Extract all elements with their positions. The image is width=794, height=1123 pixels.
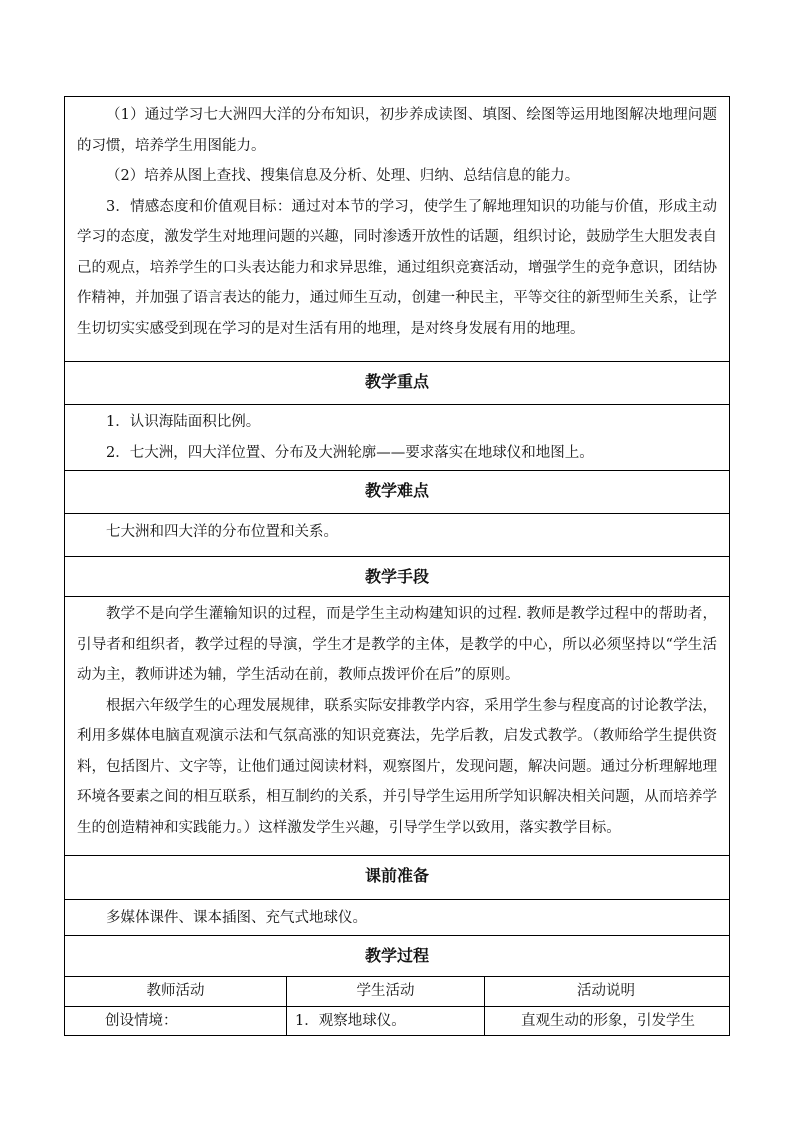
objective-paragraph-3: 3．情感态度和价值观目标：通过对本节的学习，使学生了解地理知识的功能与价值，形成主动学习的态度，激发学生对地理问题的兴趣，同时渗透开放性的话题，组织讨论，鼓励学生大胆发表自己的观点，培养学生的口头表达能力和求异思维，通过组织竞赛活动，增强学生的竞争意识，团结协作精神，并加强了语言表达的能力，通过师生互动，创建一种民主，平等交往的新型师生关系，让学生切切实实感受到现在学习的是对生活有用的地理，是对终身发展有用的地理。 [77, 198, 717, 337]
header-student-activity: 学生活动 [287, 977, 485, 1006]
key-point-1: 1．认识海陆面积比例。 [106, 414, 261, 430]
objectives-section [65, 96, 729, 362]
objective-paragraph-1: （1）通过学习七大洲四大洋的分布知识，初步养成读图、填图、绘图等运用地图解决地理问题的习惯，培养学生用图能力。 [77, 107, 717, 154]
process-heading: 教学过程 [65, 936, 729, 977]
key-points-section [65, 405, 729, 471]
preparation-text: 多媒体课件、课本插图、充气式地球仪。 [106, 910, 367, 926]
lesson-plan-table [64, 96, 730, 1036]
teacher-activity-cell: 创设情境： [65, 1007, 287, 1035]
methods-paragraph-2: 根据六年级学生的心理发展规律，联系实际安排教学内容，采用学生参与程度高的讨论教学法，利用多媒体电脑直观演示法和气氛高涨的知识竞赛法，先学后教，启发式教学。（教师给学生提供资料，包括图片、文字等，让他们通过阅读材料，观察图片，发现问题，解决问题。通过分析理解地理环境各要素之间的相互联系，相互制约的关系，并引导学生运用所学知识解决相关问题，从而培养学生的创造精神和实践能力。）这样激发学生兴趣，引导学生学以致用，落实教学目标。 [77, 697, 717, 836]
process-table-header [65, 977, 729, 1007]
difficulty-text: 七大洲和四大洋的分布位置和关系。 [106, 524, 338, 540]
process-table-row [65, 1007, 729, 1035]
student-activity-cell: 1．观察地球仪。 [287, 1007, 485, 1035]
methods-section [65, 597, 729, 856]
header-teacher-activity: 教师活动 [65, 977, 287, 1006]
methods-heading: 教学手段 [65, 557, 729, 597]
methods-paragraph-1: 教学不是向学生灌输知识的过程，而是学生主动构建知识的过程. 教师是教学过程中的帮助者，引导者和组织者，教学过程的导演，学生才是教学的主体，是教学的中心，所以必须坚持以“学生活动为主，教师讲述为辅，学生活动在前，教师点拨评价在后”的原则。 [77, 606, 717, 683]
difficulties-heading: 教学难点 [65, 471, 729, 514]
preparation-heading: 课前准备 [65, 856, 729, 900]
activity-notes-cell: 直观生动的形象，引发学生 [521, 1013, 695, 1029]
preparation-section [65, 900, 729, 936]
header-activity-notes: 活动说明 [577, 983, 635, 999]
key-point-2: 2．七大洲，四大洋位置、分布及大洲轮廓——要求落实在地球仪和地图上。 [106, 444, 594, 461]
difficulties-section [65, 514, 729, 557]
objective-paragraph-2: （2）培养从图上查找、搜集信息及分析、处理、归纳、总结信息的能力。 [106, 168, 580, 184]
key-points-heading: 教学重点 [65, 362, 729, 405]
